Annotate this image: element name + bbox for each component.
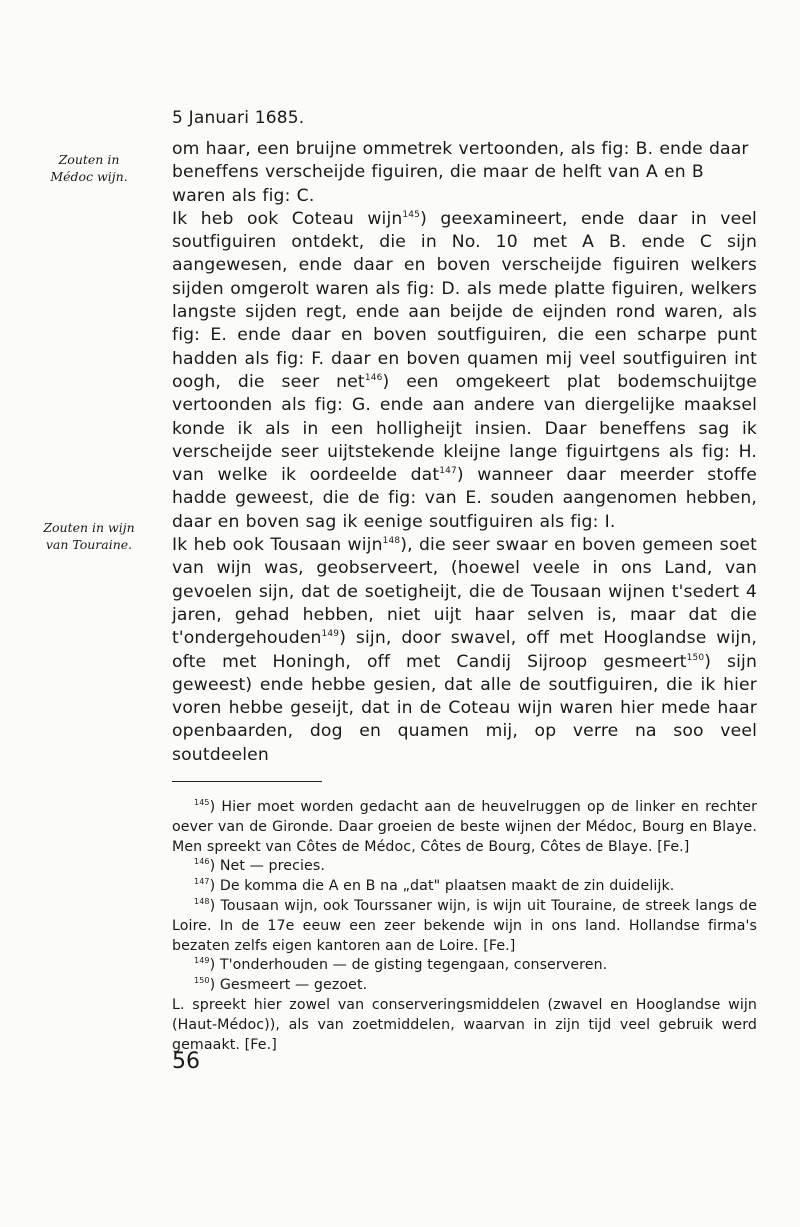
footnote-text: ) Net — precies. — [209, 858, 325, 875]
paragraph — [172, 208, 757, 534]
text-run: Ik heb ook Tousaan wijn — [172, 535, 383, 556]
footnote-text: ) Gesmeert — gezoet. — [209, 977, 368, 994]
paragraph: om haar, een bruijne ommetrek vertoonden, als fig: B. ende daar beneffens verscheijde figuiren, die maar de helft van A en B waren als fig: C. — [172, 139, 749, 206]
text-run: Ik heb ook Coteau wijn — [172, 208, 403, 229]
footnote-ref[interactable]: 146 — [364, 372, 383, 383]
footnote — [172, 877, 757, 897]
footnote-ref[interactable]: 150 — [686, 652, 705, 663]
footnote — [172, 976, 757, 996]
footnote-number: 150 — [194, 976, 210, 986]
main-text — [172, 138, 757, 767]
footnote — [172, 897, 757, 956]
footnote-ref[interactable]: 148 — [382, 536, 401, 547]
footnote-text: ) Hier moet worden gedacht aan de heuvelruggen op de linker en rechter oever van de Gironde. Daar groeien de beste wijnen der Médoc, Bourg en Blaye. Men spreekt van Côtes de Médoc, Côtes de Bourg, Côtes de Blaye. [Fe.] — [172, 799, 757, 855]
footnote-number: 149 — [194, 956, 210, 966]
margin-note-medoc — [14, 151, 164, 185]
footnote-ref[interactable]: 149 — [321, 629, 340, 640]
footnote-text: ) Tousaan wijn, ook Tourssaner wijn, is wijn uit Touraine, de streek langs de Loire. In de 17e eeuw een zeer bekende wijn in ons land. Hollandse firma's bezaten zelfs eigen kantoren aan de Loire. [Fe.] — [172, 897, 757, 954]
paragraph — [172, 534, 757, 767]
footnote-commentary: L. spreekt hier zowel van conserveringsmiddelen (zwavel en Hooglandse wijn (Haut-Médoc)), als van zoetmiddelen, waarvan in zijn tijd veel gebruik werd gemaakt. [Fe.] — [172, 996, 757, 1053]
margin-note-touraine — [14, 519, 164, 553]
footnote — [172, 798, 757, 857]
footnotes — [172, 798, 757, 1055]
text-run: ) sijn geweest) ende hebbe gesien, dat alle de soutfiguiren, die ik hier voren hebbe geseijt, dat in de Coteau wijn waren hier mede haar openbaarden, dog en quamen mij, op verre na soo veel soutdeelen — [172, 651, 757, 765]
text-run: ) sijn, door swavel, off met Hooglandse wijn, ofte met Honingh, off met Candij Sijroop gesmeert — [172, 628, 757, 672]
margin-note-line: Zouten in wijn — [43, 520, 135, 535]
footnote-number: 147 — [194, 877, 210, 887]
footnote-number: 145 — [194, 798, 210, 807]
margin-note-line: Médoc wijn. — [50, 169, 128, 184]
text-run: ) wanneer daar meerder stoffe hadde geweest, die de fig: van E. souden aangenomen hebben, daar en boven sag ik eenige soutfiguiren als fig: I. — [172, 465, 757, 532]
footnote-ref[interactable]: 147 — [439, 466, 457, 477]
running-header-date: 5 Januari 1685. — [172, 108, 305, 128]
footnote-ref[interactable]: 145 — [402, 209, 421, 220]
margin-note-line: van Touraine. — [45, 537, 133, 552]
footnote-number: 146 — [194, 857, 210, 867]
footnote — [172, 857, 757, 877]
footnote — [172, 956, 757, 976]
footnote-text: ) De komma die A en B na „dat" plaatsen maakt de zin duidelijk. — [209, 878, 675, 895]
footnote-text: ) T'onderhouden — de gisting tegengaan, conserveren. — [209, 957, 608, 974]
footnote-number: 148 — [194, 896, 210, 906]
text-run: ), die seer swaar en boven gemeen soet van wijn was, geobserveert, (hoewel veele in ons Land, van gevoelen sijn, dat de soetigheijt, die de Tousaan wijnen t'sedert 4 jaren, gehad hebben, niet uijt haar selven is, maar dat die t'ondergehouden — [172, 535, 757, 649]
text-run: ) een omgekeert plat bodemschuijtge vertoonden als fig: G. ende aan andere van diergelijke maaksel konde ik als in een holligheijt insien. Daar beneffens sag ik verscheijde seer uijtstekende kleijne lange figuirtgens als fig: H. van welke ik oordeelde dat — [172, 371, 757, 486]
page-number: 56 — [172, 1049, 200, 1074]
footnote-divider — [172, 781, 322, 782]
text-run: ) geexamineert, ende daar in veel soutfiguiren ontdekt, die in No. 10 met A B. ende C sijn aangewesen, ende daar en boven verscheijde figuiren welkers sijden omgerolt waren als fig: D. als mede platte figuiren, welkers langste sijden regt, ende aan beijde de eijnden rond waren, als fig: E. ende daar en boven soutfiguiren, die een scharpe punt hadden als fig: F. daar en boven quamen mij veel soutfiguiren int oogh, die seer net — [172, 208, 757, 392]
margin-note-line: Zouten in — [58, 152, 120, 167]
